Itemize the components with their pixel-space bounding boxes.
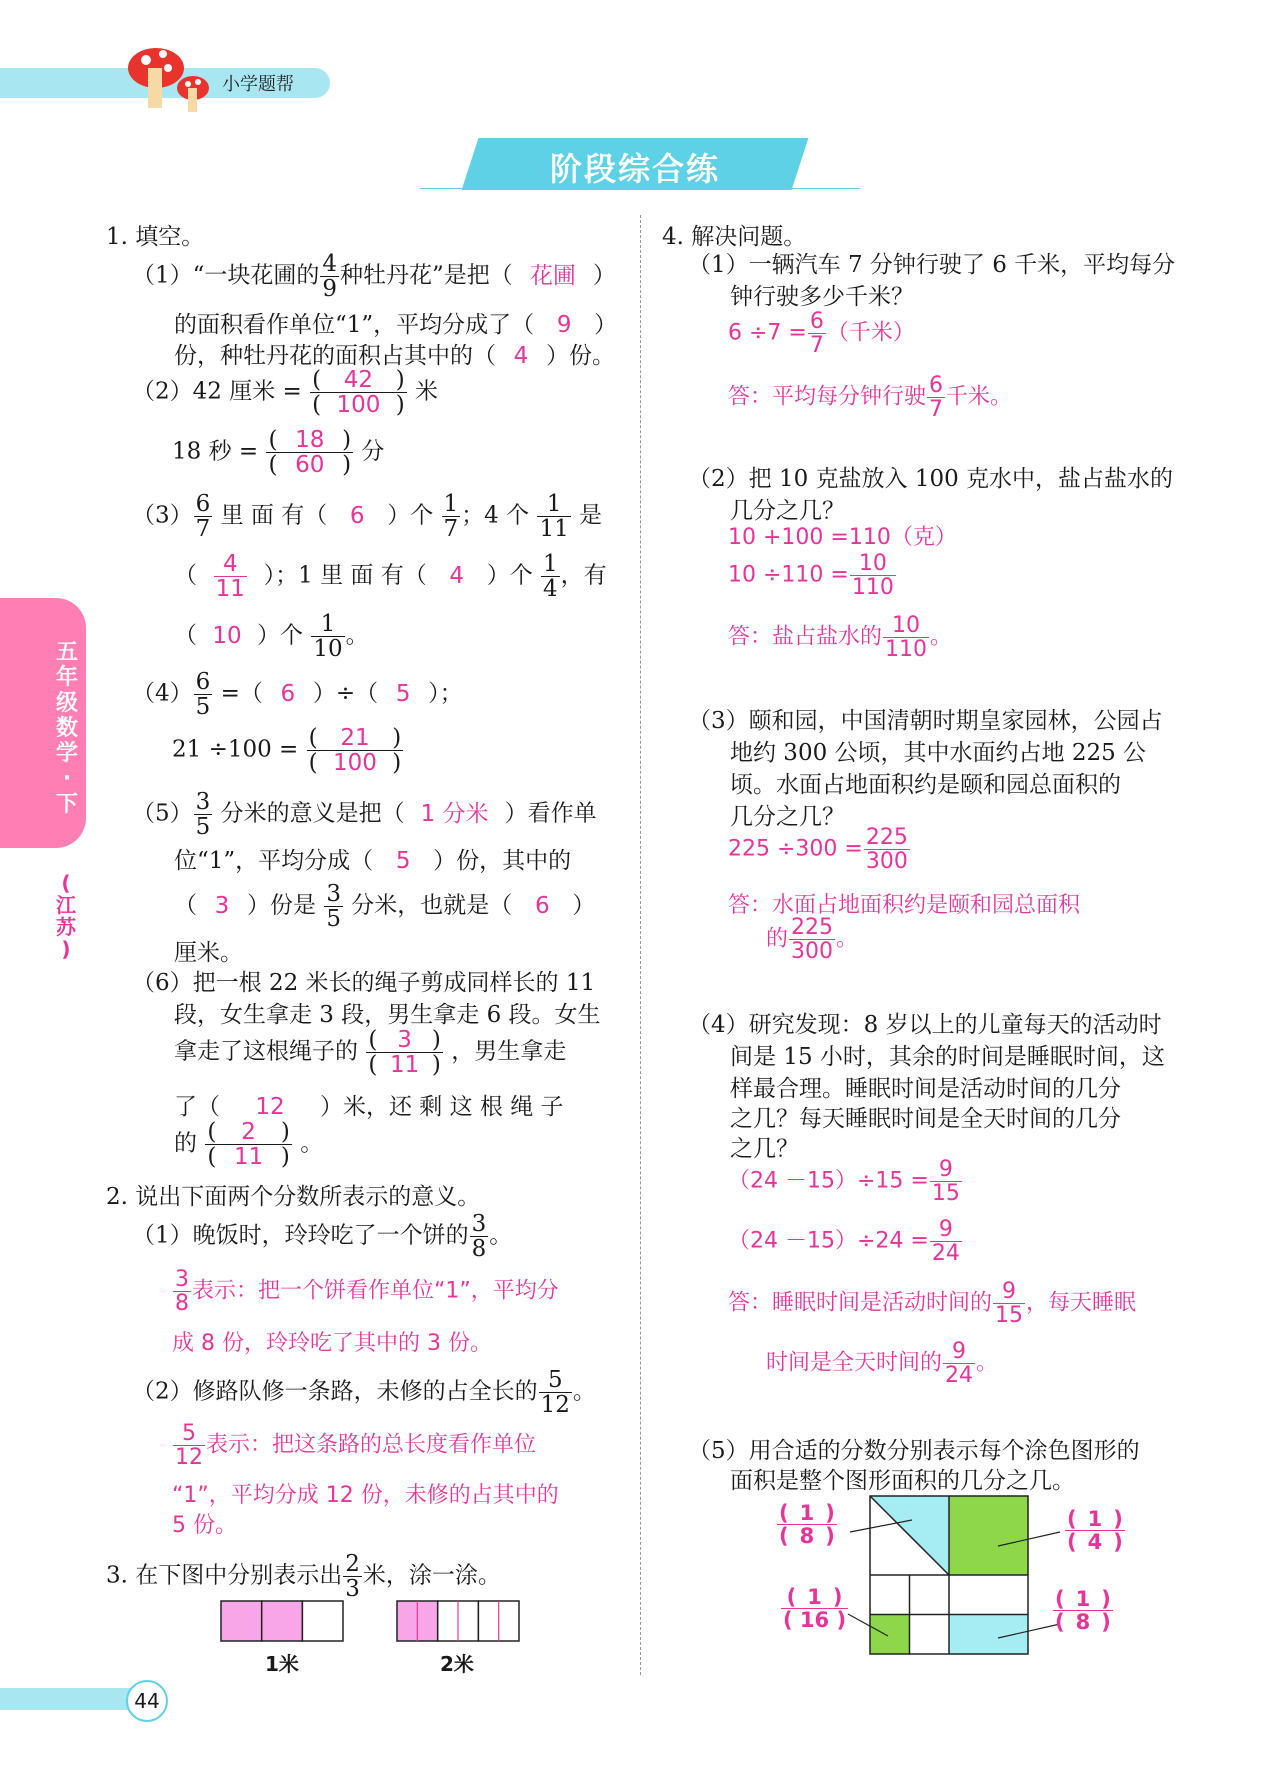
q4-p5-line1: （5）用合适的分数分别表示每个涂色图形的 — [688, 1438, 1140, 1464]
q1-p6-line2: 段，女生拿走 3 段，男生拿走 6 段。女生 — [174, 1002, 601, 1028]
q1-p1-line1: （1）“一块花圃的 $\frac{4}{9}$ 种牡丹花”是把（ 花圃 ） — [132, 251, 616, 303]
column-divider — [640, 215, 641, 1675]
q4-p5-answer-tl: $\frac{( 1 )}{( 8 )}$ — [779, 1501, 835, 1549]
q3-bar-1m — [220, 1600, 350, 1646]
q4-p4-calc1: （24 －15）÷15 = $\frac{9}{15}$ — [728, 1157, 960, 1207]
q4-p4-answer-line1: 答：睡眠时间是活动时间的 $\frac{9}{15}$ ，每天睡眠 — [728, 1279, 1137, 1329]
q1-p4-line1: （4） $\frac{6}{5}$ =（ 6 ）÷（ 5 ）； — [132, 669, 463, 721]
q1-p6-line1: （6）把一根 22 米长的绳子剪成同样长的 11 — [132, 970, 596, 996]
q1-p5-line1: （5） $\frac{3}{5}$ 分米的意义是把（ 1 分米 ）看作单 — [132, 789, 597, 841]
q4-p5-answer-bl: $\frac{( 1 )}{( 16 )}$ — [783, 1585, 847, 1633]
q2-p2-answer-line2: “1”，平均分成 12 份，未修的占其中的 — [172, 1483, 559, 1508]
q1-p1-line2: 的面积看作单位“1”，平均分成了（ 9 ） — [174, 312, 618, 338]
q4-p4-answer-line2: 时间是全天时间的 $\frac{9}{24}$ 。 — [766, 1339, 999, 1389]
q1-p2-line1: （2）42 厘米 = $\frac{( 42 )}{( 100 )}$ 米 — [132, 367, 439, 419]
q4-p3-line4: 几分之几？ — [730, 804, 845, 830]
q4-p3-answer-line2: 的 $\frac{225}{300}$ 。 — [766, 915, 859, 965]
q4-p2-answer: 答：盐占盐水的 $\frac{10}{110}$ 。 — [728, 613, 953, 663]
q4-p4-line4: 之几？每天睡眠时间是全天时间的几分 — [730, 1106, 1121, 1132]
q2-p2-answer-line3: 5 份。 — [172, 1513, 237, 1538]
q4-p3-answer-line1: 答：水面占地面积约是颐和园总面积 — [728, 893, 1081, 918]
q4-p2-calc2: 10 ÷110 = $\frac{10}{110}$ — [728, 551, 894, 601]
q1-p3-line2: （ $\frac{4}{11}$ ）；1 里 面 有（ 4 ）个 $\frac{1}{4}$ ，有 — [174, 551, 607, 603]
q1-p3-line3: （ 10 ）个 $\frac{1}{10}$ 。 — [174, 611, 369, 663]
q4-p2-calc1: 10 +100 =110（克） — [728, 525, 957, 550]
q4-p1-answer: 答：平均每分钟行驶 $\frac{6}{7}$ 千米。 — [728, 373, 1013, 423]
q4-p3-line3: 顷。水面占地面积约是颐和园总面积的 — [730, 772, 1121, 798]
q3-bar-2m — [396, 1600, 526, 1646]
q4-p1-line1: （1）一辆汽车 7 分钟行驶了 6 千米，平均每分 — [688, 252, 1176, 278]
grade-label: 五 年 级 数 学 · 下 — [55, 640, 78, 817]
q3-label-2m: 2米 — [440, 1652, 474, 1676]
q2-p2-question: （2）修路队修一条路，未修的占全长的 $\frac{5}{12}$ 。 — [132, 1367, 596, 1419]
q4-p2-line1: （2）把 10 克盐放入 100 克水中，盐占盐水的 — [688, 466, 1174, 492]
q4-p3-calc: 225 ÷300 = $\frac{225}{300}$ — [728, 825, 908, 875]
q4-p4-calc2: （24 －15）÷24 = $\frac{9}{24}$ — [728, 1217, 960, 1267]
q4-p1-calc: 6 ÷7 = $\frac{6}{7}$ （千米） — [728, 309, 915, 359]
q4-p1-line2: 钟行驶多少千米？ — [730, 284, 914, 310]
q4-p5-answer-tr: $\frac{( 1 )}{( 4 )}$ — [1067, 1507, 1123, 1555]
region-label: ( 江 苏 ) — [56, 871, 76, 961]
q1-title: 1. 填空。 — [106, 224, 205, 250]
q1-p4-line2: 21 ÷100 = $\frac{( 21 )}{( 100 )}$ — [172, 725, 402, 777]
q4-p2-line2: 几分之几？ — [730, 498, 845, 524]
q4-title: 4. 解决问题。 — [662, 224, 807, 250]
page-title: 阶段综合练 — [549, 150, 720, 188]
brand-label: 小学题帮 — [222, 74, 294, 95]
q3-title: 3. 在下图中分别表示出 $\frac{2}{3}$ 米，涂一涂。 — [106, 1551, 501, 1603]
q3-label-1m: 1米 — [265, 1652, 299, 1676]
title-underline — [420, 188, 860, 189]
bl-shaded-square — [870, 1615, 910, 1655]
q4-p3-line1: （3）颐和园，中国清朝时期皇家园林，公园占 — [688, 708, 1163, 734]
q4-p4-line1: （4）研究发现：8 岁以上的儿童每天的活动时 — [688, 1012, 1162, 1038]
q1-p6-line5: 的 $\frac{( 2 )}{( 11 )}$ 。 — [174, 1119, 324, 1171]
q2-p2-answer-line1: $\frac{5}{12}$ 表示：把这条路的总长度看作单位 — [175, 1421, 537, 1471]
q1-p2-line2: 18 秒 = $\frac{( 18 )}{( 60 )}$ 分 — [172, 427, 385, 479]
q4-p4-line3: 样最合理。睡眠时间是活动时间的几分 — [730, 1076, 1121, 1102]
q1-p6-line4: 了（ 12 ）米，还 剩 这 根 绳 子 — [174, 1094, 564, 1120]
q4-p3-line2: 地约 300 公顷，其中水面约占地 225 公 — [730, 740, 1147, 766]
q2-title: 2. 说出下面两个分数所表示的意义。 — [106, 1184, 481, 1210]
tr-shaded-square — [949, 1496, 1028, 1575]
q4-p5-line2: 面积是整个图形面积的几分之几。 — [730, 1468, 1075, 1494]
q4-p5-answer-br: $\frac{( 1 )}{( 8 )}$ — [1055, 1587, 1111, 1635]
q2-p1-question: （1）晚饭时，玲玲吃了一个饼的 $\frac{3}{8}$ 。 — [132, 1211, 513, 1263]
q1-p1-line3: 份，种牡丹花的面积占其中的（ 4 ）份。 — [174, 343, 615, 369]
q2-p1-answer-line2: 成 8 份，玲玲吃了其中的 3 份。 — [172, 1331, 492, 1356]
q1-p6-line3: 拿走了这根绳子的 $\frac{( 3 )}{( 11 )}$ ，男生拿走 — [174, 1027, 567, 1079]
mushroom-icon — [118, 40, 218, 120]
q1-p5-line3: （ 3 ）份是 $\frac{3}{5}$ 分米，也就是（ 6 ） — [174, 881, 596, 933]
q4-p4-line2: 间是 15 小时，其余的时间是睡眠时间，这 — [730, 1044, 1165, 1070]
page-number: 44 — [126, 1680, 168, 1722]
q1-p3-line1: （3） $\frac{6}{7}$ 里 面 有（ 6 ）个 $\frac{1}{7}$ ；4 个 $\frac{1}{11}$ 是 — [132, 491, 603, 543]
q4-p4-line5: 之几？ — [730, 1136, 799, 1162]
q1-p5-line2: 位“1”，平均分成（ 5 ）份，其中的 — [174, 848, 572, 874]
q2-p1-answer-line1: $\frac{3}{8}$ 表示：把一个饼看作单位“1”，平均分 — [175, 1267, 559, 1317]
q1-p5-line4: 厘米。 — [174, 940, 243, 966]
